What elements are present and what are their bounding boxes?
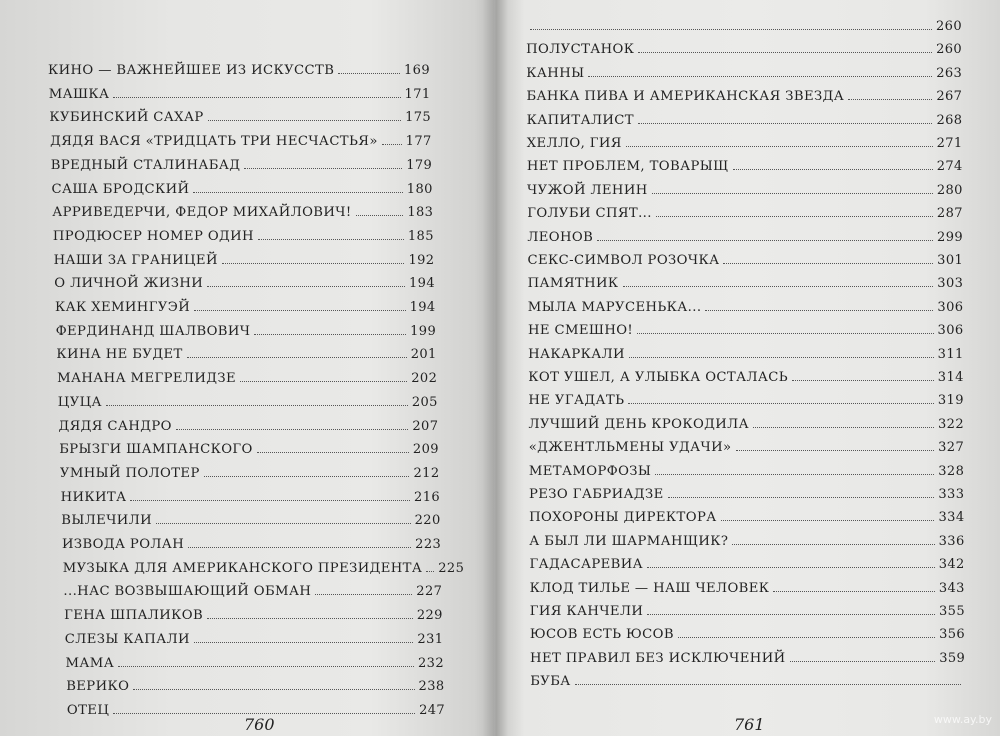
- toc-entry-page: 194: [409, 276, 436, 292]
- dot-leader: [655, 474, 934, 475]
- dot-leader: [426, 571, 434, 572]
- toc-entry: [54, 271, 435, 291]
- toc-entry-page: 169: [403, 63, 430, 78]
- dot-leader: [193, 192, 402, 193]
- toc-entry: [66, 674, 444, 694]
- toc-entry-page: 216: [414, 489, 441, 505]
- dot-leader: [647, 614, 935, 615]
- toc-entry-page: 280: [936, 182, 963, 198]
- toc-entry-title: САША БРОДСКИЙ: [51, 181, 190, 197]
- toc-entry-title: БРЫЗГИ ШАМПАНСКОГО: [59, 442, 253, 458]
- dot-leader: [156, 523, 411, 524]
- toc-entry-title: ГЕНА ШПАЛИКОВ: [64, 608, 204, 624]
- dot-leader: [736, 450, 935, 451]
- toc-entry-page: 306: [937, 299, 964, 315]
- toc-entry: [527, 178, 963, 198]
- dot-leader: [597, 240, 933, 241]
- toc-entry-title: ГОЛУБИ СПЯТ...: [527, 206, 652, 222]
- toc-entry: [56, 342, 436, 362]
- toc-entry-page: 314: [937, 370, 964, 385]
- toc-entry-page: 179: [406, 157, 433, 173]
- dot-leader: [628, 403, 934, 404]
- toc-entry-page: 343: [938, 580, 965, 596]
- dot-leader: [207, 618, 413, 619]
- dot-leader: [848, 99, 932, 100]
- toc-entry: [530, 599, 965, 619]
- dot-leader: [638, 52, 932, 53]
- toc-entry-page: 192: [408, 252, 435, 268]
- toc-entry-page: 268: [936, 112, 963, 128]
- toc-entry-title: МЕТАМОРФОЗЫ: [528, 463, 652, 479]
- toc-entry-title: КАПИТАЛИСТ: [526, 112, 634, 128]
- dot-leader: [258, 239, 404, 240]
- dot-leader: [187, 357, 407, 358]
- toc-entry: [527, 225, 963, 245]
- dot-leader: [733, 169, 933, 170]
- toc-entry-title: ...НАС ВОЗВЫШАЮЩИЙ ОБМАН: [63, 584, 312, 600]
- toc-entry: [62, 556, 465, 576]
- toc-entry: [53, 224, 434, 244]
- dot-leader: [637, 333, 933, 334]
- dot-leader: [721, 520, 935, 521]
- toc-entry-page: 356: [939, 627, 966, 643]
- dot-leader: [130, 500, 410, 501]
- toc-entry-title: ЛЕОНОВ: [527, 229, 594, 245]
- toc-entry-page: 342: [938, 557, 965, 573]
- toc-entry-title: НЕТ ПРАВИЛ БЕЗ ИСКЛЮЧЕНИЙ: [530, 650, 786, 666]
- dot-leader: [530, 29, 932, 30]
- dot-leader: [254, 334, 406, 335]
- dot-leader: [204, 476, 410, 477]
- toc-entry-page: 232: [417, 655, 444, 671]
- toc-entry-title: ВРЕДНЫЙ СТАЛИНАБАД: [50, 157, 241, 173]
- dot-leader: [194, 642, 414, 643]
- toc-entry-page: 263: [936, 65, 963, 81]
- toc-entry-page: 355: [938, 604, 965, 619]
- toc-entry: [526, 61, 962, 81]
- toc-entry: [49, 82, 431, 102]
- dot-leader: [792, 380, 934, 381]
- toc-entry-title: УМНЫЙ ПОЛОТЕР: [59, 465, 200, 481]
- toc-entry: [526, 84, 962, 104]
- toc-entry-page: 267: [936, 89, 963, 105]
- toc-entry-page: 328: [938, 463, 965, 479]
- toc-entry-title: СЛЕЗЫ КАПАЛИ: [64, 631, 190, 647]
- toc-entry-title: ЧУЖОЙ ЛЕНИН: [527, 182, 648, 198]
- toc-entry-page: 199: [410, 323, 437, 339]
- right-page: [494, 0, 1000, 736]
- dot-leader: [588, 76, 932, 77]
- toc-entry: [62, 532, 441, 552]
- dot-leader: [222, 263, 405, 264]
- toc-entry: [528, 365, 964, 385]
- toc-entry-title: НАКАРКАЛИ: [528, 346, 625, 362]
- dot-leader: [626, 146, 933, 147]
- toc-entry-page: 322: [938, 416, 965, 432]
- right-toc-list: [494, 0, 1000, 736]
- dot-leader: [113, 713, 415, 714]
- toc-entry: [50, 129, 432, 149]
- toc-entry-page: 287: [936, 206, 963, 222]
- toc-entry: [528, 342, 964, 362]
- toc-entry-page: 274: [936, 159, 963, 175]
- toc-entry-title: КОТ УШЕЛ, А УЛЫБКА ОСТАЛАСЬ: [528, 370, 789, 385]
- toc-entry-title: ДЯДЯ САНДРО: [58, 418, 172, 434]
- right-page-number: 761: [734, 715, 765, 734]
- toc-entry: [56, 319, 436, 339]
- left-toc-list: [0, 0, 494, 736]
- left-page: [0, 0, 494, 736]
- toc-entry-page: 260: [935, 19, 962, 34]
- dot-leader: [647, 567, 935, 568]
- toc-entry-page: 311: [937, 346, 964, 362]
- toc-entry-page: 180: [406, 181, 433, 197]
- dot-leader: [176, 429, 409, 430]
- toc-entry: [526, 14, 962, 34]
- toc-entry: [528, 388, 964, 408]
- dot-leader: [732, 544, 934, 545]
- toc-entry: [527, 201, 963, 221]
- toc-entry-title: ПАМЯТНИК: [527, 276, 619, 292]
- toc-entry-title: ПОХОРОНЫ ДИРЕКТОРА: [529, 510, 717, 526]
- toc-entry: [529, 459, 964, 479]
- toc-entry-page: 183: [407, 205, 434, 221]
- toc-entry-title: ГАДАСАРЕВИА: [529, 557, 644, 573]
- toc-entry-title: НЕ СМЕШНО!: [527, 323, 634, 339]
- toc-entry-page: 306: [937, 323, 964, 339]
- toc-entry-title: НАШИ ЗА ГРАНИЦЕЙ: [53, 252, 218, 268]
- toc-entry-page: 260: [936, 42, 963, 58]
- toc-entry-page: 319: [937, 393, 964, 409]
- dot-leader: [188, 547, 411, 548]
- toc-entry-page: 175: [405, 110, 432, 126]
- toc-entry: [529, 412, 964, 432]
- toc-entry-title: ФЕРДИНАНД ШАЛВОВИЧ: [55, 323, 251, 339]
- toc-entry: [61, 508, 440, 528]
- dot-leader: [338, 73, 400, 74]
- dot-leader: [705, 310, 933, 311]
- toc-entry-page: 223: [415, 537, 442, 552]
- dot-leader: [638, 123, 932, 124]
- toc-entry-page: 327: [938, 440, 965, 456]
- toc-entry-title: МАНАНА МЕГРЕЛИДЗЕ: [57, 371, 236, 387]
- dot-leader: [240, 381, 407, 382]
- toc-entry: [527, 131, 963, 151]
- toc-entry-page: 220: [414, 513, 441, 529]
- toc-entry-page: 299: [937, 229, 964, 245]
- toc-entry: [64, 603, 443, 623]
- toc-entry-title: О ЛИЧНОЙ ЖИЗНИ: [54, 276, 204, 292]
- toc-entry: [52, 177, 433, 197]
- toc-entry-title: ПОЛУСТАНОК: [526, 42, 635, 58]
- dot-leader: [315, 594, 412, 595]
- toc-entry-title: ИЗВОДА РОЛАН: [62, 537, 185, 552]
- toc-entry-title: СЕКС-СИМВОЛ РОЗОЧКА: [527, 253, 720, 268]
- toc-entry-title: МАШКА: [48, 86, 110, 102]
- toc-entry-title: ЮСОВ ЕСТЬ ЮСОВ: [529, 627, 674, 643]
- toc-entry: [528, 248, 964, 268]
- toc-entry: [58, 390, 438, 410]
- dot-leader: [773, 591, 934, 592]
- dot-leader: [194, 310, 405, 311]
- toc-entry-title: КУБИНСКИЙ САХАР: [49, 110, 204, 126]
- watermark: www.ay.by: [933, 713, 992, 726]
- toc-entry-page: 334: [938, 510, 965, 526]
- dot-leader: [356, 215, 404, 216]
- dot-leader: [575, 684, 962, 685]
- toc-entry-title: КАННЫ: [526, 65, 585, 81]
- toc-entry-title: ВЕРИКО: [66, 679, 130, 695]
- toc-entry-title: ВЫЛЕЧИЛИ: [61, 513, 152, 529]
- dot-leader: [623, 286, 934, 287]
- left-page-number: 760: [244, 715, 275, 734]
- toc-entry-title: ПРОДЮСЕР НОМЕР ОДИН: [52, 228, 254, 244]
- toc-entry-page: 202: [411, 371, 438, 387]
- toc-entry-title: ДЯДЯ ВАСЯ «ТРИДЦАТЬ ТРИ НЕСЧАСТЬЯ»: [50, 134, 378, 150]
- toc-entry: [530, 669, 965, 689]
- toc-entry: [528, 295, 964, 315]
- toc-entry: [530, 622, 965, 642]
- toc-entry-title: КИНА НЕ БУДЕТ: [56, 347, 183, 363]
- toc-entry-page: 171: [404, 86, 431, 102]
- toc-entry-page: 229: [416, 608, 443, 624]
- toc-entry: [49, 105, 431, 125]
- toc-entry-title: РЕЗО ГАБРИАДЗЕ: [529, 487, 664, 502]
- toc-entry: [529, 435, 964, 455]
- toc-entry-page: 333: [938, 487, 965, 502]
- toc-entry-title: КАК ХЕМИНГУЭЙ: [55, 300, 191, 315]
- toc-entry-page: 212: [413, 465, 440, 481]
- toc-entry-title: МАМА: [65, 655, 115, 671]
- toc-entry: [526, 37, 962, 57]
- toc-entry-page: 227: [416, 584, 443, 600]
- dot-leader: [118, 666, 414, 667]
- toc-entry-title: НЕ УГАДАТЬ: [528, 393, 625, 409]
- toc-entry: [65, 627, 444, 647]
- toc-entry: [529, 505, 964, 525]
- toc-entry-title: ЦУЦА: [57, 394, 102, 410]
- toc-entry: [63, 579, 442, 599]
- toc-entry-page: 194: [409, 300, 436, 315]
- toc-entry: [528, 318, 964, 338]
- toc-entry-title: «ДЖЕНТЛЬМЕНЫ УДАЧИ»: [528, 440, 732, 456]
- toc-entry: [527, 154, 963, 174]
- toc-entry-title: АРРИВЕДЕРЧИ, ФЕДОР МИХАЙЛОВИЧ!: [52, 205, 352, 221]
- toc-entry: [529, 482, 964, 502]
- toc-entry-title: МУЗЫКА ДЛЯ АМЕРИКАНСКОГО ПРЕЗИДЕНТА: [62, 560, 423, 576]
- toc-entry-title: БАНКА ПИВА И АМЕРИКАНСКАЯ ЗВЕЗДА: [526, 89, 845, 105]
- toc-entry-page: 359: [939, 650, 966, 666]
- toc-entry-title: КЛОД ТИЛЬЕ — НАШ ЧЕЛОВЕК: [529, 580, 770, 596]
- dot-leader: [208, 120, 401, 121]
- toc-entry-title: ОТЕЦ: [66, 702, 110, 718]
- toc-entry: [528, 271, 964, 291]
- toc-entry-page: 303: [937, 276, 964, 292]
- toc-entry-page: 225: [438, 560, 465, 576]
- dot-leader: [113, 97, 400, 98]
- toc-entry-title: А БЫЛ ЛИ ШАРМАНЩИК?: [529, 533, 729, 549]
- toc-entry-title: ГИЯ КАНЧЕЛИ: [529, 604, 644, 619]
- toc-entry: [57, 366, 437, 386]
- toc-entry: [60, 461, 440, 481]
- dot-leader: [257, 452, 409, 453]
- toc-entry: [52, 200, 433, 220]
- toc-entry-page: 209: [412, 442, 439, 458]
- toc-entry-page: 185: [407, 228, 434, 244]
- dot-leader: [382, 144, 402, 145]
- toc-entry: [55, 295, 436, 315]
- toc-entry-page: 238: [418, 679, 445, 695]
- dot-leader: [652, 193, 933, 194]
- dot-leader: [244, 168, 402, 169]
- dot-leader: [656, 216, 933, 217]
- toc-entry: [59, 437, 439, 457]
- toc-entry-page: 205: [411, 394, 438, 410]
- dot-leader: [629, 357, 934, 358]
- dot-leader: [668, 497, 935, 498]
- toc-entry: [48, 58, 430, 78]
- dot-leader: [207, 286, 405, 287]
- toc-entry: [66, 651, 445, 671]
- toc-entry: [529, 552, 964, 572]
- toc-entry-page: 336: [938, 533, 965, 549]
- toc-entry: [529, 529, 964, 549]
- toc-entry-title: ХЕЛЛО, ГИЯ: [526, 136, 622, 151]
- toc-entry: [54, 248, 435, 268]
- dot-leader: [106, 405, 408, 406]
- dot-leader: [678, 637, 935, 638]
- dot-leader: [133, 689, 414, 690]
- toc-entry-page: 247: [419, 702, 446, 718]
- book-gutter: [482, 0, 508, 736]
- toc-entry: [59, 414, 439, 434]
- toc-entry-title: НИКИТА: [60, 489, 127, 505]
- toc-entry-title: МЫЛА МАРУСЕНЬКА...: [527, 299, 702, 315]
- toc-entry: [51, 153, 432, 173]
- toc-entry-page: 271: [936, 136, 963, 151]
- toc-entry: [530, 576, 965, 596]
- toc-entry-title: КИНО — ВАЖНЕЙШЕЕ ИЗ ИСКУССТВ: [48, 63, 335, 78]
- toc-entry-page: 201: [410, 347, 437, 363]
- dot-leader: [790, 661, 936, 662]
- toc-entry-title: НЕТ ПРОБЛЕМ, ТОВАРЫЩ: [526, 159, 729, 175]
- toc-entry-page: 301: [937, 253, 964, 268]
- toc-entry-title: ЛУЧШИЙ ДЕНЬ КРОКОДИЛА: [528, 416, 749, 432]
- toc-entry: [61, 485, 440, 505]
- toc-entry-title: БУБА: [530, 674, 571, 690]
- dot-leader: [723, 263, 933, 264]
- toc-entry-page: 231: [417, 631, 444, 647]
- toc-entry: [530, 646, 965, 666]
- dot-leader: [753, 427, 934, 428]
- toc-entry: [527, 108, 963, 128]
- toc-entry-page: 207: [412, 418, 439, 434]
- toc-entry-page: 177: [405, 134, 432, 150]
